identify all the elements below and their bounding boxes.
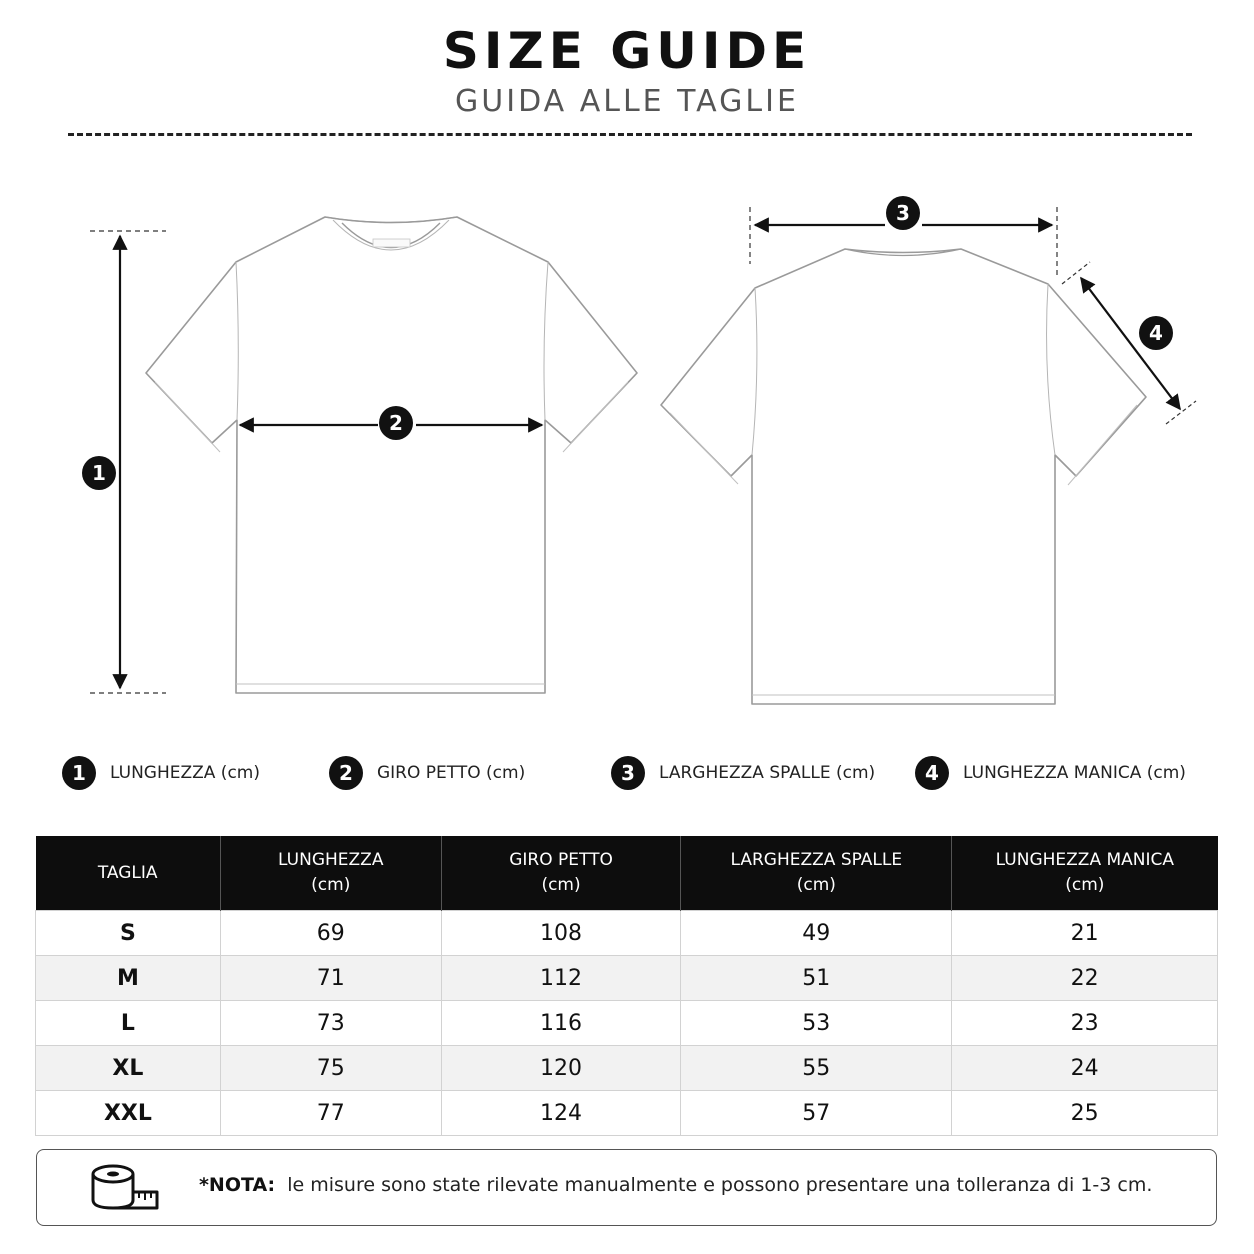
cell-length: 71 xyxy=(220,956,441,1001)
cell-sleeve: 23 xyxy=(952,1001,1218,1046)
back-tshirt-drawing xyxy=(661,249,1146,704)
cell-length: 77 xyxy=(220,1091,441,1136)
legend-badge: 2 xyxy=(329,756,363,790)
header-sleeve: LUNGHEZZA MANICA (cm) xyxy=(952,836,1218,911)
cell-sleeve: 24 xyxy=(952,1046,1218,1091)
marker-badge-3: 3 xyxy=(886,196,920,230)
legend-item-sleeve xyxy=(915,756,1186,790)
legend-label: LUNGHEZZA (cm) xyxy=(110,763,260,783)
note-text xyxy=(199,1174,1152,1196)
note-body: le misure sono state rilevate manualmente e possono presentare una tolleranza di 1-3 cm. xyxy=(287,1174,1153,1196)
cell-size: XL xyxy=(36,1046,221,1091)
cell-sleeve: 21 xyxy=(952,911,1218,956)
cell-sleeve: 25 xyxy=(952,1091,1218,1136)
cell-size: XXL xyxy=(36,1091,221,1136)
marker-badge-1: 1 xyxy=(82,456,116,490)
legend-badge: 1 xyxy=(62,756,96,790)
cell-length: 73 xyxy=(220,1001,441,1046)
cell-chest: 120 xyxy=(441,1046,681,1091)
page-subtitle: GUIDA ALLE TAGLIE xyxy=(455,84,799,119)
cell-shoulders: 55 xyxy=(681,1046,952,1091)
header-chest: GIRO PETTO (cm) xyxy=(441,836,681,911)
note-box xyxy=(36,1149,1217,1226)
cell-sleeve: 22 xyxy=(952,956,1218,1001)
cell-shoulders: 51 xyxy=(681,956,952,1001)
table-header-row xyxy=(36,836,1218,911)
legend-item-length xyxy=(62,756,260,790)
table-row xyxy=(36,1046,1218,1091)
legend-label: LUNGHEZZA MANICA (cm) xyxy=(963,763,1186,783)
header-length: LUNGHEZZA (cm) xyxy=(220,836,441,911)
marker-badge-2: 2 xyxy=(379,406,413,440)
cell-shoulders: 49 xyxy=(681,911,952,956)
note-label: *NOTA: xyxy=(199,1174,276,1196)
cell-length: 69 xyxy=(220,911,441,956)
legend-item-chest xyxy=(329,756,525,790)
cell-chest: 108 xyxy=(441,911,681,956)
cell-shoulders: 57 xyxy=(681,1091,952,1136)
page-title: SIZE GUIDE xyxy=(442,22,812,80)
legend-badge: 4 xyxy=(915,756,949,790)
legend-label: LARGHEZZA SPALLE (cm) xyxy=(659,763,876,783)
marker-badge-4: 4 xyxy=(1139,316,1173,350)
legend-item-shoulders xyxy=(611,756,875,790)
front-tshirt-drawing xyxy=(146,217,637,693)
cell-chest: 116 xyxy=(441,1001,681,1046)
table-row xyxy=(36,1091,1218,1136)
table-row xyxy=(36,956,1218,1001)
table-row xyxy=(36,911,1218,956)
header-shoulders: LARGHEZZA SPALLE (cm) xyxy=(681,836,952,911)
legend-badge: 3 xyxy=(611,756,645,790)
header-size: TAGLIA xyxy=(36,836,221,911)
cell-chest: 124 xyxy=(441,1091,681,1136)
cell-chest: 112 xyxy=(441,956,681,1001)
cell-size: M xyxy=(36,956,221,1001)
table-row xyxy=(36,1001,1218,1046)
cell-size: S xyxy=(36,911,221,956)
tape-measure-icon xyxy=(89,1162,165,1214)
legend-label: GIRO PETTO (cm) xyxy=(377,763,526,783)
cell-size: L xyxy=(36,1001,221,1046)
cell-length: 75 xyxy=(220,1046,441,1091)
size-table xyxy=(35,836,1218,1136)
cell-shoulders: 53 xyxy=(681,1001,952,1046)
